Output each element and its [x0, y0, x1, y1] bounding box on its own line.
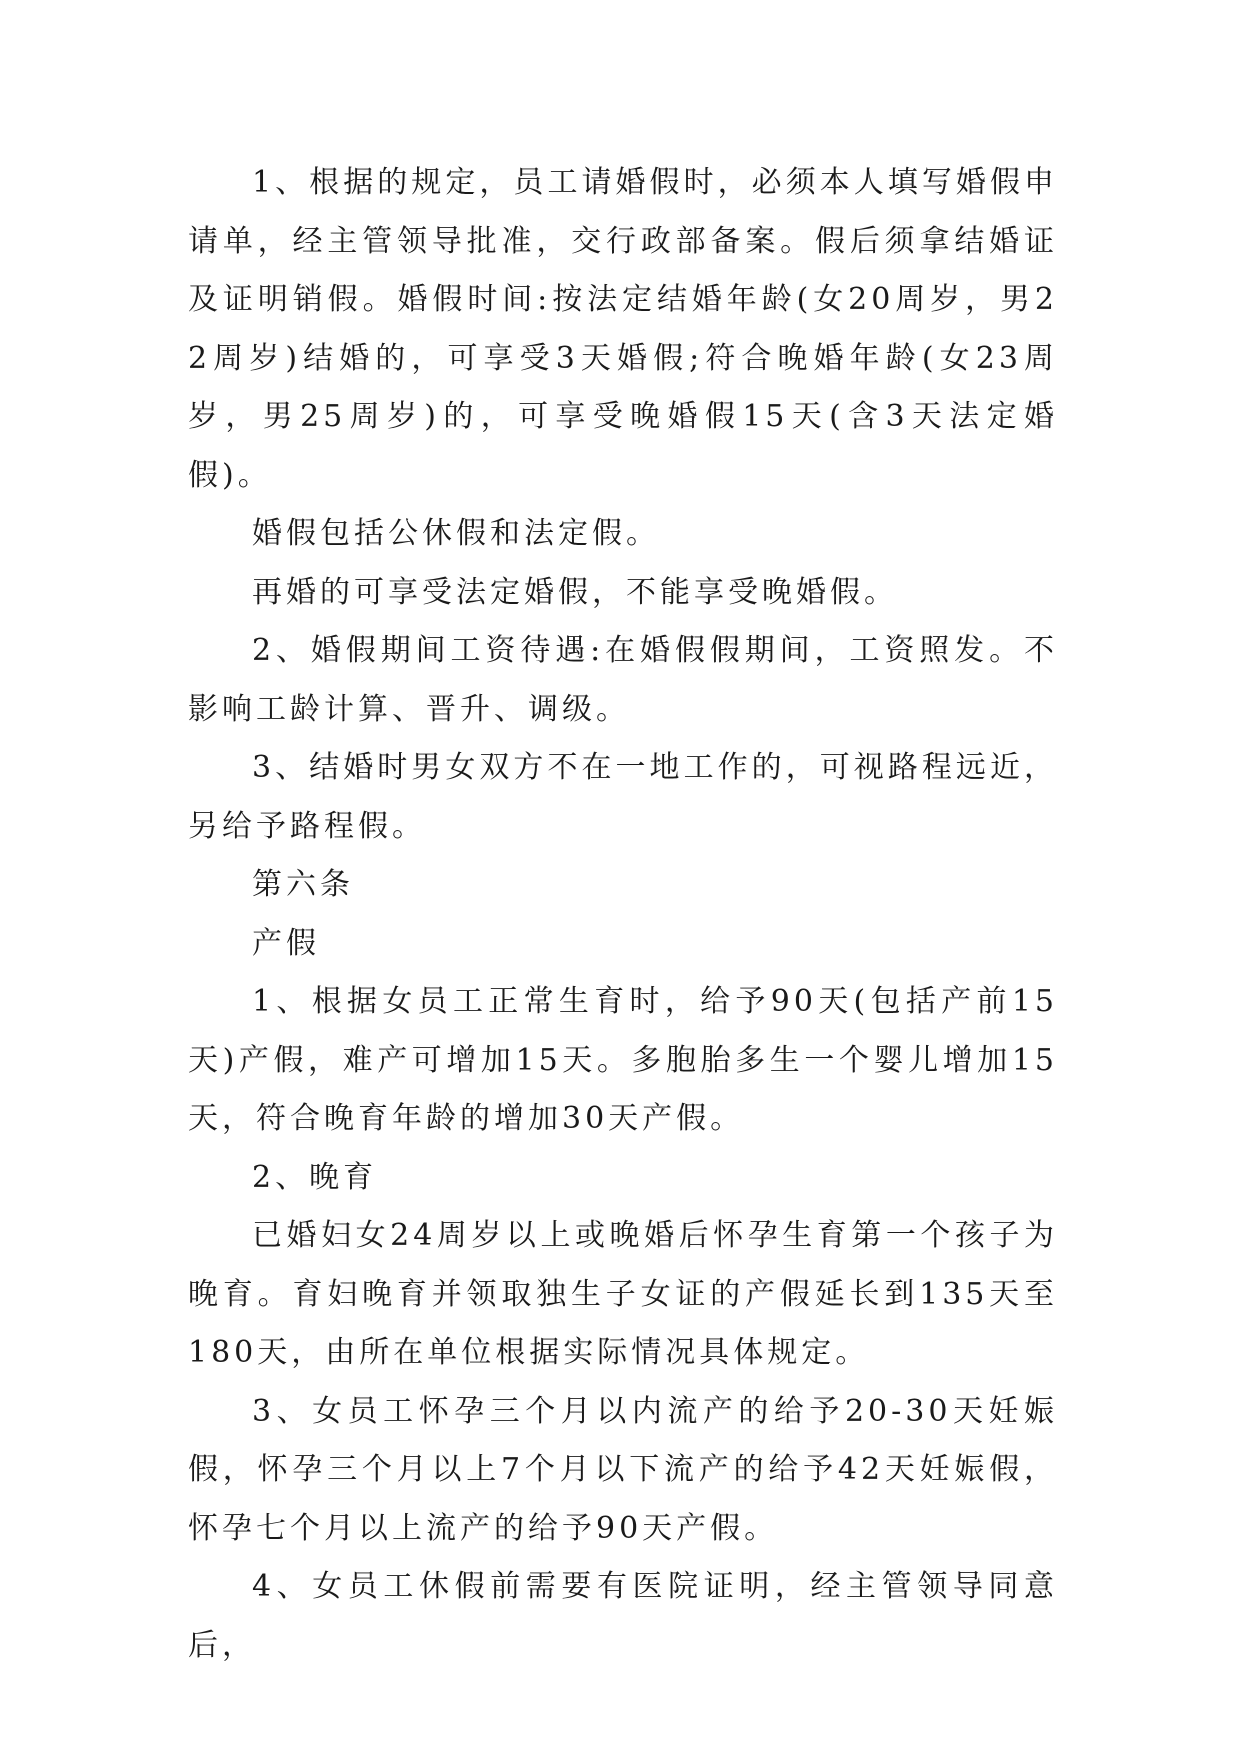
- subheading-late-childbirth: 2、晚育: [252, 1159, 378, 1195]
- paragraph-hospital-proof: 4、女员工休假前需要有医院证明，经主管领导同意后，: [188, 1569, 1058, 1663]
- paragraph-marriage-leave-pay: 2、婚假期间工资待遇:在婚假假期间，工资照发。不影响工龄计算、晋升、调级。: [188, 633, 1058, 727]
- paragraph-marriage-leave-application: 1、根据的规定，员工请婚假时，必须本人填写婚假申请单，经主管领导批准，交行政部备案。假后须拿结婚证及证明销假。婚假时间:按法定结婚年龄(女20周岁，男22周岁)结婚的，可享受3天婚假;符合晚婚年龄(女23周岁，男25周岁)的，可享受晚婚假15天(含3天法定婚假)。: [188, 165, 1058, 493]
- paragraph-maternity-leave: 1、根据女员工正常生育时，给予90天(包括产前15天)产假，难产可增加15天。多胞胎多生一个婴儿增加15天，符合晚育年龄的增加30天产假。: [188, 984, 1058, 1136]
- paragraph-late-childbirth: 已婚妇女24周岁以上或晚婚后怀孕生育第一个孩子为晚育。育妇晚育并领取独生子女证的产假延长到135天至180天，由所在单位根据实际情况具体规定。: [188, 1218, 1058, 1370]
- section-heading-maternity: 产假: [252, 925, 320, 961]
- document-body: [188, 154, 1058, 1675]
- article-heading: 第六条: [252, 867, 354, 902]
- paragraph-marriage-leave-includes: 婚假包括公休假和法定假。: [252, 516, 660, 551]
- paragraph-remarriage: 再婚的可享受法定婚假，不能享受晚婚假。: [252, 574, 898, 610]
- paragraph-miscarriage-leave: 3、女员工怀孕三个月以内流产的给予20-30天妊娠假，怀孕三个月以上7个月以下流产的给予42天妊娠假，怀孕七个月以上流产的给予90天产假。: [188, 1393, 1058, 1546]
- paragraph-travel-leave: 3、结婚时男女双方不在一地工作的，可视路程远近，另给予路程假。: [188, 750, 1058, 844]
